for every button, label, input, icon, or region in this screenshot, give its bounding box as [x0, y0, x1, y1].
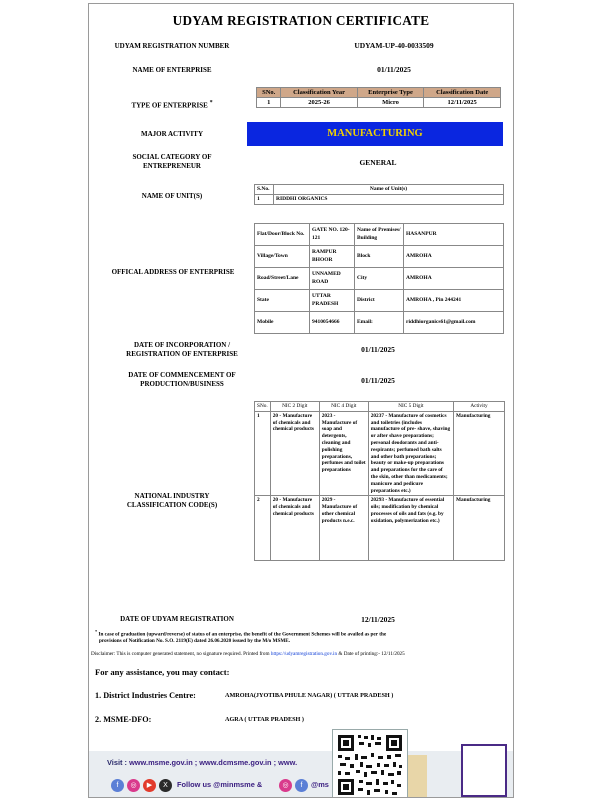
col-header-classification-year: Classification Year	[281, 88, 357, 98]
address-cell: Flat/Door/Block No.	[255, 224, 310, 246]
certificate-page	[88, 3, 514, 798]
units-label: NAME OF UNIT(S)	[141, 192, 203, 200]
footer-visit-label: Visit :	[107, 758, 127, 767]
msme-dfo-value: AGRA ( UTTAR PRADESH )	[225, 716, 304, 723]
footer-visit-links[interactable]: www.msme.gov.in ; www.dcmsme.gov.in ; www.	[129, 758, 298, 767]
address-cell: Block	[355, 246, 404, 268]
disclaimer-suffix: & Date of printing:- 12/11/2025	[338, 651, 405, 657]
nic-cell-activity: Manufacturing	[454, 496, 505, 561]
major-activity-label: MAJOR ACTIVITY	[140, 130, 204, 138]
udyam-date-label: DATE OF UDYAM REGISTRATION	[120, 615, 234, 623]
address-cell: State	[255, 290, 310, 312]
x-icon[interactable]: X	[159, 779, 172, 792]
nic-cell-sno: 1	[255, 411, 271, 496]
units-cell-sno: 1	[255, 195, 274, 205]
address-cell: 9410054666	[310, 312, 355, 334]
commencement-label	[97, 371, 267, 388]
reg-number-label: UDYAM REGISTRATION NUMBER	[114, 42, 230, 50]
graduation-note-mark: *	[95, 629, 98, 634]
incorporation-label-line2: REGISTRATION OF ENTERPRISE	[126, 349, 238, 358]
units-cell-name: RIDDHI ORGANICS	[274, 195, 504, 205]
qr-code-graphic	[333, 730, 407, 798]
cell-sno: 1	[257, 98, 281, 108]
enterprise-type-mark: *	[209, 100, 213, 106]
enterprise-type-table	[256, 87, 501, 108]
footer-follow-text: Follow us @minmsme &	[177, 780, 263, 789]
nic-cell-4digit: 2029 - Manufacture of other chemical products n.e.c.	[319, 496, 368, 561]
address-cell: Email:	[355, 312, 404, 334]
photo-box	[461, 744, 507, 797]
disclaimer	[91, 651, 513, 658]
social-category-label-line2: ENTREPRENEUR	[143, 161, 201, 170]
table-row	[255, 268, 504, 290]
footer-band	[89, 751, 513, 797]
disclaimer-prefix: Disclaimer: This is computer generated statement, no signature required. Printed from	[91, 651, 270, 657]
table-row	[255, 246, 504, 268]
nic-header-activity: Activity	[454, 402, 505, 412]
address-cell: Road/Street/Lane	[255, 268, 310, 290]
youtube-icon[interactable]: ▶	[143, 779, 156, 792]
table-row	[255, 411, 505, 496]
dic-label: 1. District Industries Centre:	[95, 691, 196, 700]
graduation-note-line1: In case of graduation (upward/reverse) of status of an enterprise, the benefit of the Government Schemes will be availed as per the	[98, 631, 387, 638]
commencement-label-line1: DATE OF COMMENCEMENT OF	[128, 371, 236, 379]
assistance-heading: For any assistance, you may contact:	[95, 667, 230, 677]
address-label: OFFICAL ADDRESS OF ENTERPRISE	[111, 268, 235, 276]
enterprise-name-value: 01/11/2025	[377, 65, 411, 74]
footer-follow-tail: @ms	[311, 780, 329, 789]
address-cell: GATE NO. 120-121	[310, 224, 355, 246]
address-cell: District	[355, 290, 404, 312]
address-cell: RAMPUR BHOOR	[310, 246, 355, 268]
address-cell: Name of Premises/ Building	[355, 224, 404, 246]
nic-cell-activity: Manufacturing	[454, 411, 505, 496]
nic-table	[254, 401, 505, 561]
nic-header-2digit: NIC 2 Digit	[270, 402, 319, 412]
social-category-label	[97, 153, 247, 170]
footer-visit	[107, 758, 297, 767]
incorporation-label	[97, 341, 267, 358]
msme-dfo-label: 2. MSME-DFO:	[95, 715, 152, 724]
facebook-icon[interactable]: f	[111, 779, 124, 792]
certificate-title: UDYAM REGISTRATION CERTIFICATE	[172, 13, 430, 28]
address-cell: HASANPUR	[404, 224, 504, 246]
col-header-classification-date: Classification Date	[424, 88, 501, 98]
incorporation-value: 01/11/2025	[361, 345, 395, 354]
address-cell: AMROHA , Pin 244241	[404, 290, 504, 312]
table-row	[255, 290, 504, 312]
nic-cell-2digit: 20 - Manufacture of chemicals and chemical products	[270, 411, 319, 496]
address-cell: City	[355, 268, 404, 290]
major-activity-band: MANUFACTURING	[247, 122, 503, 146]
reg-number-value: UDYAM-UP-40-0033509	[354, 41, 434, 50]
honeycomb-decoration	[405, 755, 427, 797]
udyam-date-value: 12/11/2025	[361, 615, 395, 624]
enterprise-type-label	[97, 99, 247, 110]
social-category-label-line1: SOCIAL CATEGORY OF	[132, 153, 212, 161]
address-table	[254, 223, 504, 334]
instagram-icon[interactable]: ◎	[127, 779, 140, 792]
enterprise-type-label-text: TYPE OF ENTERPRISE	[131, 101, 208, 110]
graduation-note-line2: provisions of Notification No. S.O. 2119(E) dated 26.06.2020 issued by the M/o MSME.	[99, 638, 290, 645]
address-cell: UTTAR PRADESH	[310, 290, 355, 312]
table-row	[255, 224, 504, 246]
units-header-name: Name of Unit(s)	[274, 185, 504, 195]
nic-header-4digit: NIC 4 Digit	[319, 402, 368, 412]
address-cell: AMROHA	[404, 246, 504, 268]
facebook-icon-2[interactable]: f	[295, 779, 308, 792]
address-email-cell: riddhiorganics61@gmail.com	[404, 312, 504, 334]
nic-label-line1: NATIONAL INDUSTRY	[134, 492, 210, 500]
commencement-label-line2: PRODUCTION/BUSINESS	[140, 379, 224, 388]
col-header-sno: SNo.	[257, 88, 281, 98]
table-row	[257, 98, 501, 108]
enterprise-name-label: NAME OF ENTERPRISE	[132, 66, 212, 74]
nic-cell-4digit: 2023 - Manufacture of soap and detergents, cleaning and polishing preparations, perfumes and toilet preparations	[319, 411, 368, 496]
nic-cell-5digit: 20237 - Manufacture of cosmetics and toiletries (includes manufacture of pre- shave, shaving or after shave preparations; personal deodorants and anti- respirants; perfumed bath salts and other bath preparations; beauty or make-up preparations and preparations for the care of the skin, other than medicaments; manicure and pedicure preparations etc.)	[368, 411, 453, 496]
disclaimer-link[interactable]: https://udyamregistration.gov.in	[270, 651, 338, 657]
nic-header-sno: SNo.	[255, 402, 271, 412]
units-header-sno: S.No.	[255, 185, 274, 195]
table-row	[255, 195, 504, 205]
nic-cell-2digit: 20 - Manufacture of chemicals and chemical products	[270, 496, 319, 561]
nic-header-5digit: NIC 5 Digit	[368, 402, 453, 412]
graduation-note	[95, 629, 509, 645]
table-row	[255, 312, 504, 334]
cell-classification-year: 2025-26	[281, 98, 357, 108]
nic-label	[97, 492, 247, 509]
units-table	[254, 184, 504, 205]
commencement-value: 01/11/2025	[361, 376, 395, 385]
instagram-icon-2[interactable]: ◎	[279, 779, 292, 792]
dic-value: AMROHA(JYOTIBA PHULE NAGAR) ( UTTAR PRADESH )	[225, 692, 394, 699]
nic-cell-5digit: 20293 - Manufacture of essential oils; modification by chemical processes of oils and fats (e.g. by oxidation, polymerization etc.)	[368, 496, 453, 561]
address-cell: UNNAMED ROAD	[310, 268, 355, 290]
incorporation-label-line1: DATE OF INCORPORATION /	[133, 341, 231, 349]
nic-cell-sno: 2	[255, 496, 271, 561]
nic-label-line2: CLASSIFICATION CODE(S)	[126, 500, 218, 509]
address-cell: AMROHA	[404, 268, 504, 290]
qr-code	[332, 729, 408, 798]
address-cell: Mobile	[255, 312, 310, 334]
social-category-value: GENERAL	[359, 158, 397, 167]
col-header-enterprise-type: Enterprise Type	[357, 88, 424, 98]
address-cell: Village/Town	[255, 246, 310, 268]
cell-enterprise-type: Micro	[357, 98, 424, 108]
table-row	[255, 496, 505, 561]
cell-classification-date: 12/11/2025	[424, 98, 501, 108]
